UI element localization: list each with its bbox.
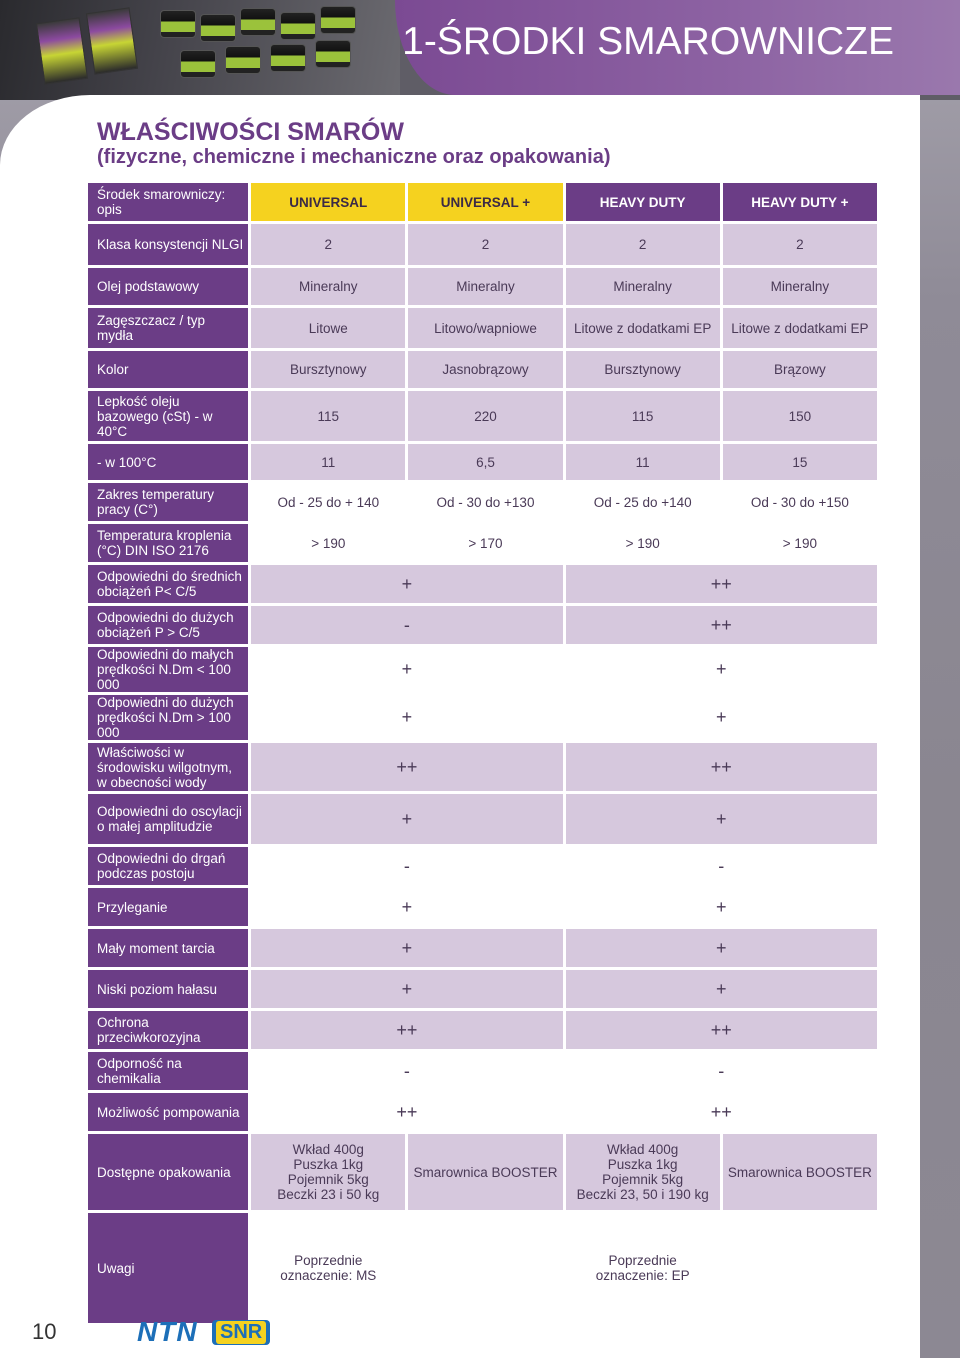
rating-cell: +: [251, 565, 562, 603]
rating-cell: +: [251, 647, 562, 692]
row-label: Dostępne opakowania: [88, 1134, 248, 1210]
rating-cell: +: [566, 794, 877, 844]
section-title: WŁAŚCIWOŚCI SMARÓW: [97, 118, 404, 146]
rating-cell: +: [251, 929, 562, 967]
table-cell: Od - 30 do +130: [408, 483, 562, 521]
row-label: - w 100°C: [88, 444, 248, 480]
table-cell: Mineralny: [251, 268, 405, 305]
rating-cell: +: [566, 929, 877, 967]
table-cell: Mineralny: [566, 268, 720, 305]
rating-cell: +: [251, 695, 562, 740]
rating-cell: -: [251, 1052, 562, 1090]
row-label: Zakres temperatury pracy (C°): [88, 483, 248, 521]
table-row: [88, 794, 877, 844]
table-cell: 2: [408, 224, 562, 265]
table-row: [88, 224, 877, 265]
table-cell: Bursztynowy: [251, 351, 405, 388]
table-cell: Od - 30 do +150: [723, 483, 877, 521]
table-cell: 2: [251, 224, 405, 265]
table-cell: 11: [566, 444, 720, 480]
rating-cell: -: [251, 606, 562, 644]
grease-can-image: [180, 50, 216, 78]
grease-tin-image: [36, 17, 88, 85]
grease-can-image: [160, 10, 196, 38]
packaging-line: Pojemnik 5kg: [602, 1172, 684, 1187]
table-cell: 15: [723, 444, 877, 480]
row-label: Mały moment tarcia: [88, 929, 248, 967]
rating-cell: +: [566, 970, 877, 1008]
grease-can-image: [270, 44, 306, 72]
packaging-row: [88, 1134, 877, 1210]
table-cell: 6,5: [408, 444, 562, 480]
table-row: [88, 565, 877, 603]
row-label: Środek smarowniczy: opis: [88, 183, 248, 221]
table-row: [88, 606, 877, 644]
ntn-logo: NTN: [137, 1316, 198, 1347]
product-photo: [0, 0, 400, 100]
packaging-line: Pojemnik 5kg: [287, 1172, 369, 1187]
packaging-line: Smarownica BOOSTER: [413, 1164, 558, 1180]
notes-cell: [251, 1213, 405, 1323]
page-number-tab: [0, 1303, 88, 1358]
snr-logo: [212, 1320, 270, 1345]
product-header: HEAVY DUTY +: [723, 183, 877, 221]
row-label: Odpowiedni do dużych obciążeń P > C/5: [88, 606, 248, 644]
table-row: [88, 888, 877, 926]
packaging-line: Beczki 23 i 50 kg: [277, 1187, 380, 1202]
row-label: Odpowiedni do dużych prędkości N.Dm > 100 000: [88, 695, 248, 740]
row-label: Możliwość pompowania: [88, 1093, 248, 1131]
table-row: [88, 444, 877, 480]
row-label: Odporność na chemikalia: [88, 1052, 248, 1090]
grease-can-image: [280, 12, 316, 40]
table-cell: Litowo/wapniowe: [408, 308, 562, 348]
table-row: [88, 268, 877, 305]
row-label: Uwagi: [88, 1213, 248, 1323]
rating-cell: ++: [566, 1093, 877, 1131]
packaging-line: Wkład 400g: [607, 1142, 679, 1157]
packaging-line: Smarownica BOOSTER: [727, 1164, 872, 1180]
rating-cell: -: [566, 847, 877, 885]
product-header: HEAVY DUTY: [566, 183, 720, 221]
product-header: UNIVERSAL +: [408, 183, 562, 221]
table-row: [88, 308, 877, 348]
rating-cell: ++: [566, 1011, 877, 1049]
row-label: Odpowiedni do średnich obciążeń P< C/5: [88, 565, 248, 603]
grease-can-image: [320, 6, 356, 34]
row-label: Niski poziom hałasu: [88, 970, 248, 1008]
table-cell: 11: [251, 444, 405, 480]
table-row: [88, 743, 877, 791]
table-cell: Od - 25 do +140: [566, 483, 720, 521]
row-label: Lepkość oleju bazowego (cSt) - w 40°C: [88, 391, 248, 441]
table-cell: Litowe z dodatkami EP: [566, 308, 720, 348]
table-cell: Od - 25 do + 140: [251, 483, 405, 521]
row-label: Właściwości w środowisku wilgotnym, w obecności wody: [88, 743, 248, 791]
table-cell: 2: [723, 224, 877, 265]
packaging-cell: [566, 1134, 720, 1210]
row-label: Odpowiedni do małych prędkości N.Dm < 100 000: [88, 647, 248, 692]
table-row: [88, 351, 877, 388]
table-cell: Litowe: [251, 308, 405, 348]
rating-cell: +: [566, 888, 877, 926]
notes-cell: [408, 1213, 562, 1323]
rating-cell: ++: [566, 743, 877, 791]
section-subtitle: (fizyczne, chemiczne i mechaniczne oraz opakowania): [97, 146, 611, 168]
notes-line: Poprzednie: [294, 1253, 363, 1268]
table-cell: 115: [251, 391, 405, 441]
row-label: Odpowiedni do drgań podczas postoju: [88, 847, 248, 885]
grease-can-image: [200, 14, 236, 42]
notes-row: [88, 1213, 877, 1323]
packaging-line: Puszka 1kg: [607, 1157, 678, 1172]
packaging-cell: [723, 1134, 877, 1210]
table-row: [88, 1093, 877, 1131]
brand-logos: [137, 1316, 270, 1347]
table-cell: 150: [723, 391, 877, 441]
table-cell: 2: [566, 224, 720, 265]
table-cell: Brązowy: [723, 351, 877, 388]
properties-table: [85, 180, 880, 1326]
section-heading: [97, 118, 611, 168]
table-cell: 115: [566, 391, 720, 441]
rating-cell: ++: [566, 606, 877, 644]
notes-cell: [723, 1213, 877, 1323]
table-row: [88, 847, 877, 885]
table-row: [88, 1011, 877, 1049]
row-label: Zagęszczacz / typ mydła: [88, 308, 248, 348]
packaging-cell: [408, 1134, 562, 1210]
row-label: Ochrona przeciwkorozyjna: [88, 1011, 248, 1049]
grease-can-image: [225, 46, 261, 74]
packaging-line: Beczki 23, 50 i 190 kg: [576, 1187, 709, 1202]
rating-cell: ++: [251, 1093, 562, 1131]
notes-line: oznaczenie: MS: [280, 1268, 377, 1283]
table-cell: Litowe z dodatkami EP: [723, 308, 877, 348]
table-row: [88, 929, 877, 967]
row-label: Przyleganie: [88, 888, 248, 926]
table-row: [88, 695, 877, 740]
rating-cell: +: [566, 695, 877, 740]
table-row: [88, 483, 877, 521]
table-cell: > 190: [566, 524, 720, 562]
packaging-line: Puszka 1kg: [293, 1157, 364, 1172]
table-cell: > 190: [251, 524, 405, 562]
table-cell: Mineralny: [723, 268, 877, 305]
table-row: [88, 391, 877, 441]
notes-line: oznaczenie: EP: [595, 1268, 690, 1283]
table-row: [88, 524, 877, 562]
row-label: Temperatura kroplenia (°C) DIN ISO 2176: [88, 524, 248, 562]
product-header: UNIVERSAL: [251, 183, 405, 221]
rating-cell: +: [251, 794, 562, 844]
rating-cell: -: [566, 1052, 877, 1090]
rating-cell: +: [251, 888, 562, 926]
table-cell: Jasnobrązowy: [408, 351, 562, 388]
row-label: Kolor: [88, 351, 248, 388]
rating-cell: ++: [251, 1011, 562, 1049]
row-label: Klasa konsystencji NLGI: [88, 224, 248, 265]
notes-line: Poprzednie: [608, 1253, 677, 1268]
rating-cell: +: [251, 970, 562, 1008]
notes-cell: [566, 1213, 720, 1323]
grease-can-image: [240, 8, 276, 36]
title-bar: [395, 0, 960, 95]
table-cell: > 190: [723, 524, 877, 562]
table-cell: Mineralny: [408, 268, 562, 305]
table-header-row: [88, 183, 877, 221]
packaging-cell: [251, 1134, 405, 1210]
row-label: Olej podstawowy: [88, 268, 248, 305]
table-row: [88, 1052, 877, 1090]
page-title: 1-ŚRODKI SMAROWNICZE: [402, 20, 894, 63]
table-cell: 220: [408, 391, 562, 441]
table-cell: Bursztynowy: [566, 351, 720, 388]
page-number: 10: [32, 1319, 57, 1344]
snr-logo-text: SNR: [216, 1321, 266, 1344]
rating-cell: +: [566, 647, 877, 692]
table-row: [88, 647, 877, 692]
grease-can-image: [315, 40, 351, 68]
packaging-line: Wkład 400g: [292, 1142, 364, 1157]
table-cell: > 170: [408, 524, 562, 562]
rating-cell: ++: [251, 743, 562, 791]
grease-tin-image: [86, 7, 138, 75]
rating-cell: -: [251, 847, 562, 885]
rating-cell: ++: [566, 565, 877, 603]
table-row: [88, 970, 877, 1008]
row-label: Odpowiedni do oscylacji o małej amplitudzie: [88, 794, 248, 844]
